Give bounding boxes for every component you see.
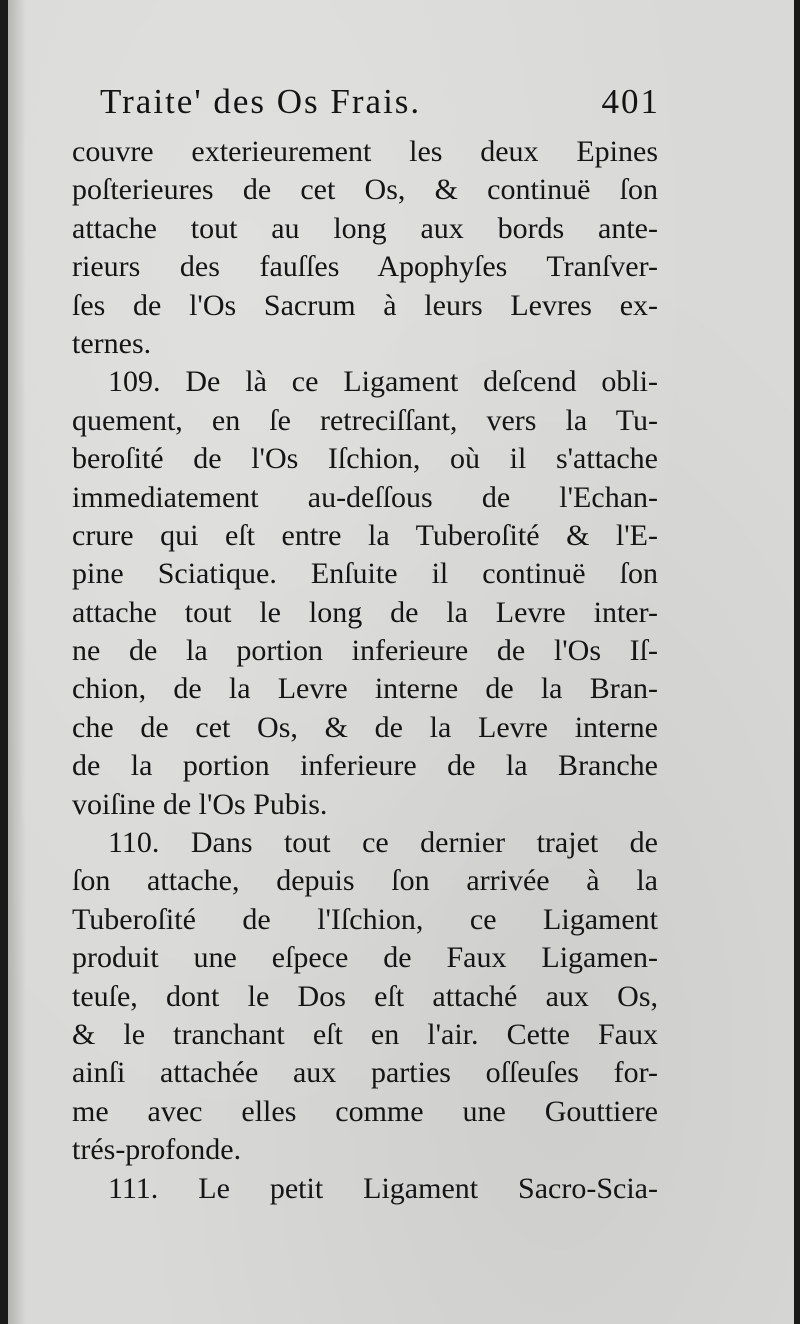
page-gutter-shadow: [8, 0, 26, 1324]
page-number: 401: [601, 82, 660, 121]
text-line: couvre exterieurement les deux Epines: [72, 135, 658, 168]
text-line: ternes.: [72, 326, 152, 360]
body-text: [72, 133, 658, 1208]
paragraph-109-start: 109. De là ce Ligament deſcend obli-: [108, 365, 658, 399]
text-line: pine Sciatique. Enſuite il continuë ſon: [72, 557, 658, 591]
text-line: ſes de l'Os Sacrum à leurs Levres ex-: [72, 288, 658, 322]
text-line: attache tout au long aux bords ante-: [72, 211, 658, 245]
text-line: immediatement au-deſſous de l'Echan-: [72, 480, 658, 514]
text-line: che de cet Os, & de la Levre interne: [72, 710, 658, 744]
text-line: poſterieures de cet Os, & continuë ſon: [72, 173, 658, 207]
paragraph-111-start: 111. Le petit Ligament Sacro-Scia-: [108, 1171, 658, 1205]
running-head-title: Traite' des Os Frais.: [100, 82, 422, 121]
text-line: chion, de la Levre interne de la Bran-: [72, 672, 658, 706]
text-line: produit une eſpece de Faux Ligamen-: [72, 941, 658, 975]
text-line: & le tranchant eſt en l'air. Cette Faux: [72, 1017, 658, 1051]
text-line: trés-profonde.: [72, 1133, 242, 1167]
text-line: ſon attache, depuis ſon arrivée à la: [72, 864, 658, 898]
text-line: me avec elles comme une Gouttiere: [72, 1094, 658, 1128]
text-line: Tuberoſité de l'Iſchion, ce Ligament: [72, 902, 658, 936]
text-line: ainſi attachée aux parties oſſeuſes for-: [72, 1056, 658, 1090]
text-line: quement, en ſe retreciſſant, vers la Tu-: [72, 403, 658, 437]
text-line: ne de la portion inferieure de l'Os Iſ-: [72, 634, 658, 668]
text-line: beroſité de l'Os Iſchion, où il s'attache: [72, 442, 658, 476]
text-line: de la portion inferieure de la Branche: [72, 749, 658, 783]
book-page: [8, 0, 794, 1324]
paragraph-110-start: 110. Dans tout ce dernier trajet de: [108, 826, 658, 860]
text-line: voiſine de l'Os Pubis.: [72, 787, 328, 821]
text-line: crure qui eſt entre la Tuberoſité & l'E-: [72, 518, 658, 552]
text-line: rieurs des fauſſes Apophyſes Tranſver-: [72, 250, 658, 284]
text-line: teuſe, dont le Dos eſt attaché aux Os,: [72, 979, 658, 1013]
running-head: [100, 82, 660, 130]
text-line: attache tout le long de la Levre inter-: [72, 595, 658, 629]
